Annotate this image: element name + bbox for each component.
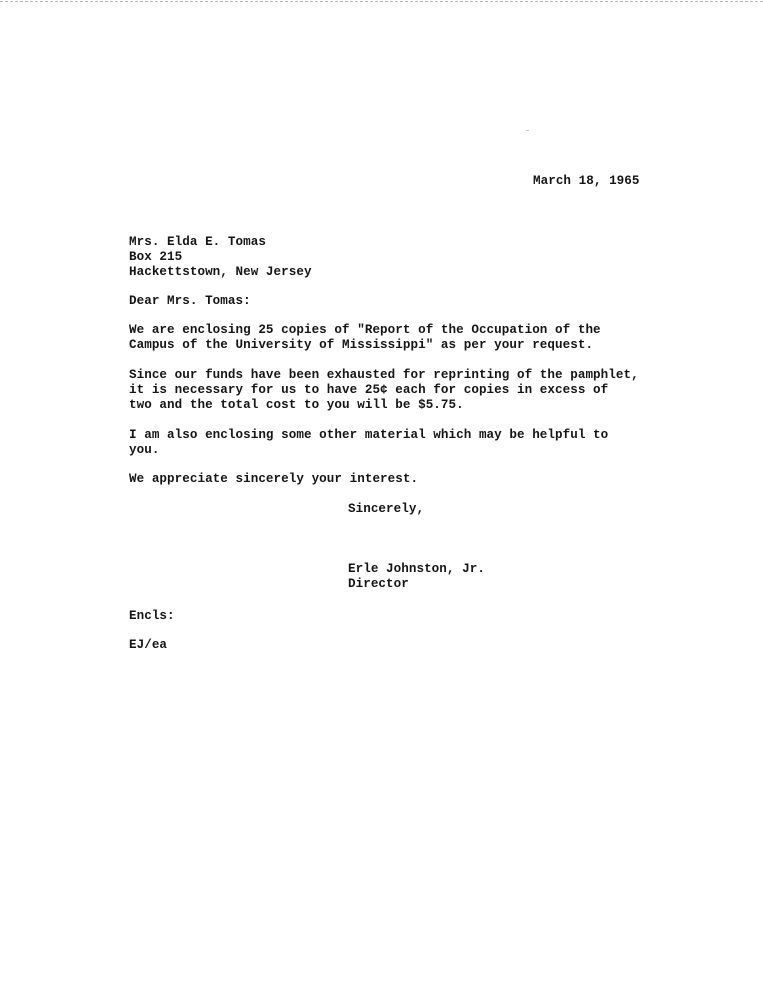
enclosures-notation: Encls: — [129, 609, 175, 623]
paragraph-3-line-2: you. — [129, 443, 160, 457]
paragraph-2-line-1: Since our funds have been exhausted for reprinting of the pamphlet, — [129, 368, 639, 382]
signer-name: Erle Johnston, Jr. — [348, 562, 485, 576]
recipient-box: Box 215 — [129, 250, 183, 264]
complimentary-close: Sincerely, — [348, 502, 425, 516]
salutation: Dear Mrs. Tomas: — [129, 294, 251, 308]
paragraph-1-line-2: Campus of the University of Mississippi" as per your request. — [129, 338, 594, 352]
paragraph-3-line-1: I am also enclosing some other material which may be helpful to — [129, 428, 609, 442]
recipient-city: Hackettstown, New Jersey — [129, 265, 312, 279]
paragraph-1-line-1: We are enclosing 25 copies of "Report of the Occupation of the — [129, 323, 601, 337]
reference-initials: EJ/ea — [129, 638, 168, 652]
paragraph-2-line-2: it is necessary for us to have 25¢ each for copies in excess of — [129, 383, 609, 397]
letter-date: March 18, 1965 — [533, 174, 640, 188]
recipient-name: Mrs. Elda E. Tomas — [129, 235, 266, 249]
signer-title: Director — [348, 577, 409, 591]
paragraph-4-line-1: We appreciate sincerely your interest. — [129, 472, 419, 486]
paragraph-2-line-3: two and the total cost to you will be $5.75. — [129, 398, 464, 412]
